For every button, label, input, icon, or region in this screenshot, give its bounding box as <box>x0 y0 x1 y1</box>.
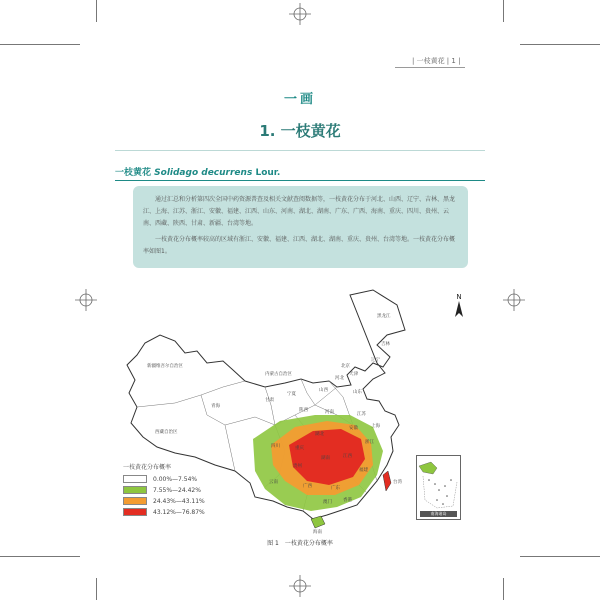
label-shandong: 山东 <box>353 390 362 395</box>
north-label: N <box>456 293 462 301</box>
label-hubei: 湖北 <box>315 432 324 437</box>
crop-mark <box>96 578 97 600</box>
label-zhejiang: 浙江 <box>365 440 374 445</box>
label-gansu: 甘肃 <box>265 398 274 403</box>
legend-swatch <box>123 475 147 483</box>
legend-label: 0.00%—7.54% <box>153 475 198 483</box>
label-heilongjiang: 黑龙江 <box>377 314 391 319</box>
summary-box <box>133 186 468 268</box>
crop-mark <box>0 556 80 557</box>
legend-label: 7.55%—24.42% <box>153 486 201 494</box>
label-aomen: 澳门 <box>323 500 332 505</box>
registration-mark-left <box>75 289 97 311</box>
registration-mark-top <box>289 3 311 25</box>
label-jilin: 吉林 <box>381 342 390 347</box>
inset-map <box>417 456 460 512</box>
label-xianggang: 香港 <box>343 498 352 503</box>
label-guangdong: 广东 <box>331 486 340 491</box>
registration-mark-bottom <box>289 575 311 597</box>
label-yunnan: 云南 <box>269 480 278 485</box>
species-author: Lour. <box>255 168 281 178</box>
legend-item <box>123 496 205 506</box>
label-beijing: 北京 <box>341 364 350 369</box>
south-china-sea-inset <box>416 455 461 520</box>
label-qinghai: 青海 <box>211 404 220 409</box>
label-hainan: 海南 <box>313 530 322 535</box>
title-divider <box>115 150 485 151</box>
species-heading <box>115 165 280 178</box>
summary-paragraph-2: 一枝黄花分布概率较高的区域有浙江、安徽、福建、江西、湖北、湖南、重庆、贵州、台湾等地。一枝黄花分布概率如图1。 <box>143 236 456 255</box>
label-henan: 河南 <box>325 410 334 415</box>
header-rule <box>395 67 465 68</box>
label-taiwan: 台湾 <box>393 480 402 485</box>
crop-mark <box>503 0 504 22</box>
label-hebei: 河北 <box>335 376 344 381</box>
species-latin: Solidago decurrens <box>154 168 253 178</box>
running-header: | 一枝黄花 | 1 | <box>412 57 461 65</box>
chapter-title: 一画 <box>283 92 316 107</box>
legend-label: 43.12%—76.87% <box>153 508 205 516</box>
legend-swatch <box>123 486 147 494</box>
inset-label: 南海诸岛 <box>420 511 457 517</box>
legend-item <box>123 485 205 495</box>
legend-swatch <box>123 508 147 516</box>
label-xizang: 西藏自治区 <box>155 430 178 435</box>
label-jiangsu: 江苏 <box>357 412 366 417</box>
north-arrow-icon <box>452 292 466 318</box>
label-neimenggu: 内蒙古自治区 <box>265 372 292 377</box>
crop-mark <box>0 44 80 45</box>
label-sichuan: 四川 <box>271 444 280 449</box>
map-legend <box>123 462 205 518</box>
legend-label: 24.43%—43.11% <box>153 497 205 505</box>
crop-mark <box>503 578 504 600</box>
label-anhui: 安徽 <box>349 426 358 431</box>
label-tianjin: 天津 <box>349 372 358 377</box>
legend-swatch <box>123 497 147 505</box>
label-xinjiang: 新疆维吾尔自治区 <box>147 364 183 369</box>
legend-title: 一枝黄花分布概率 <box>123 464 172 471</box>
section-title: 1. 一枝黄花 <box>259 122 341 140</box>
label-liaoning: 辽宁 <box>371 358 380 363</box>
legend-item <box>123 474 205 484</box>
species-cn: 一枝黄花 <box>115 168 152 178</box>
label-guangxi: 广西 <box>303 484 312 489</box>
label-shanxi: 山西 <box>319 388 328 393</box>
label-hunan: 湖南 <box>321 456 330 461</box>
label-shaanxi: 陕西 <box>299 408 308 413</box>
label-ningxia: 宁夏 <box>287 392 296 397</box>
figure-caption: 图 1 一枝黄花分布概率 <box>267 540 333 547</box>
label-fujian: 福建 <box>359 468 368 473</box>
label-jiangxi: 江西 <box>343 454 352 459</box>
label-chongqing: 重庆 <box>295 446 304 451</box>
taiwan <box>383 471 391 491</box>
label-shanghai: 上海 <box>371 424 380 429</box>
crop-mark <box>520 556 600 557</box>
label-guizhou: 贵州 <box>293 464 302 469</box>
legend-item <box>123 507 205 517</box>
registration-mark-right <box>503 289 525 311</box>
crop-mark <box>520 44 600 45</box>
species-divider <box>115 180 485 181</box>
crop-mark <box>96 0 97 22</box>
summary-paragraph-1: 通过汇总和分析第四次全国中药资源普查及相关文献查阅数据等，一枝黄花分布于河北、山西、辽宁、吉林、黑龙江、上海、江苏、浙江、安徽、福建、江西、山东、河南、湖北、湖南、广东、广西、海南、重庆、四川、贵州、云南、西藏、陕西、甘肃、新疆、台湾等地。 <box>143 196 456 227</box>
